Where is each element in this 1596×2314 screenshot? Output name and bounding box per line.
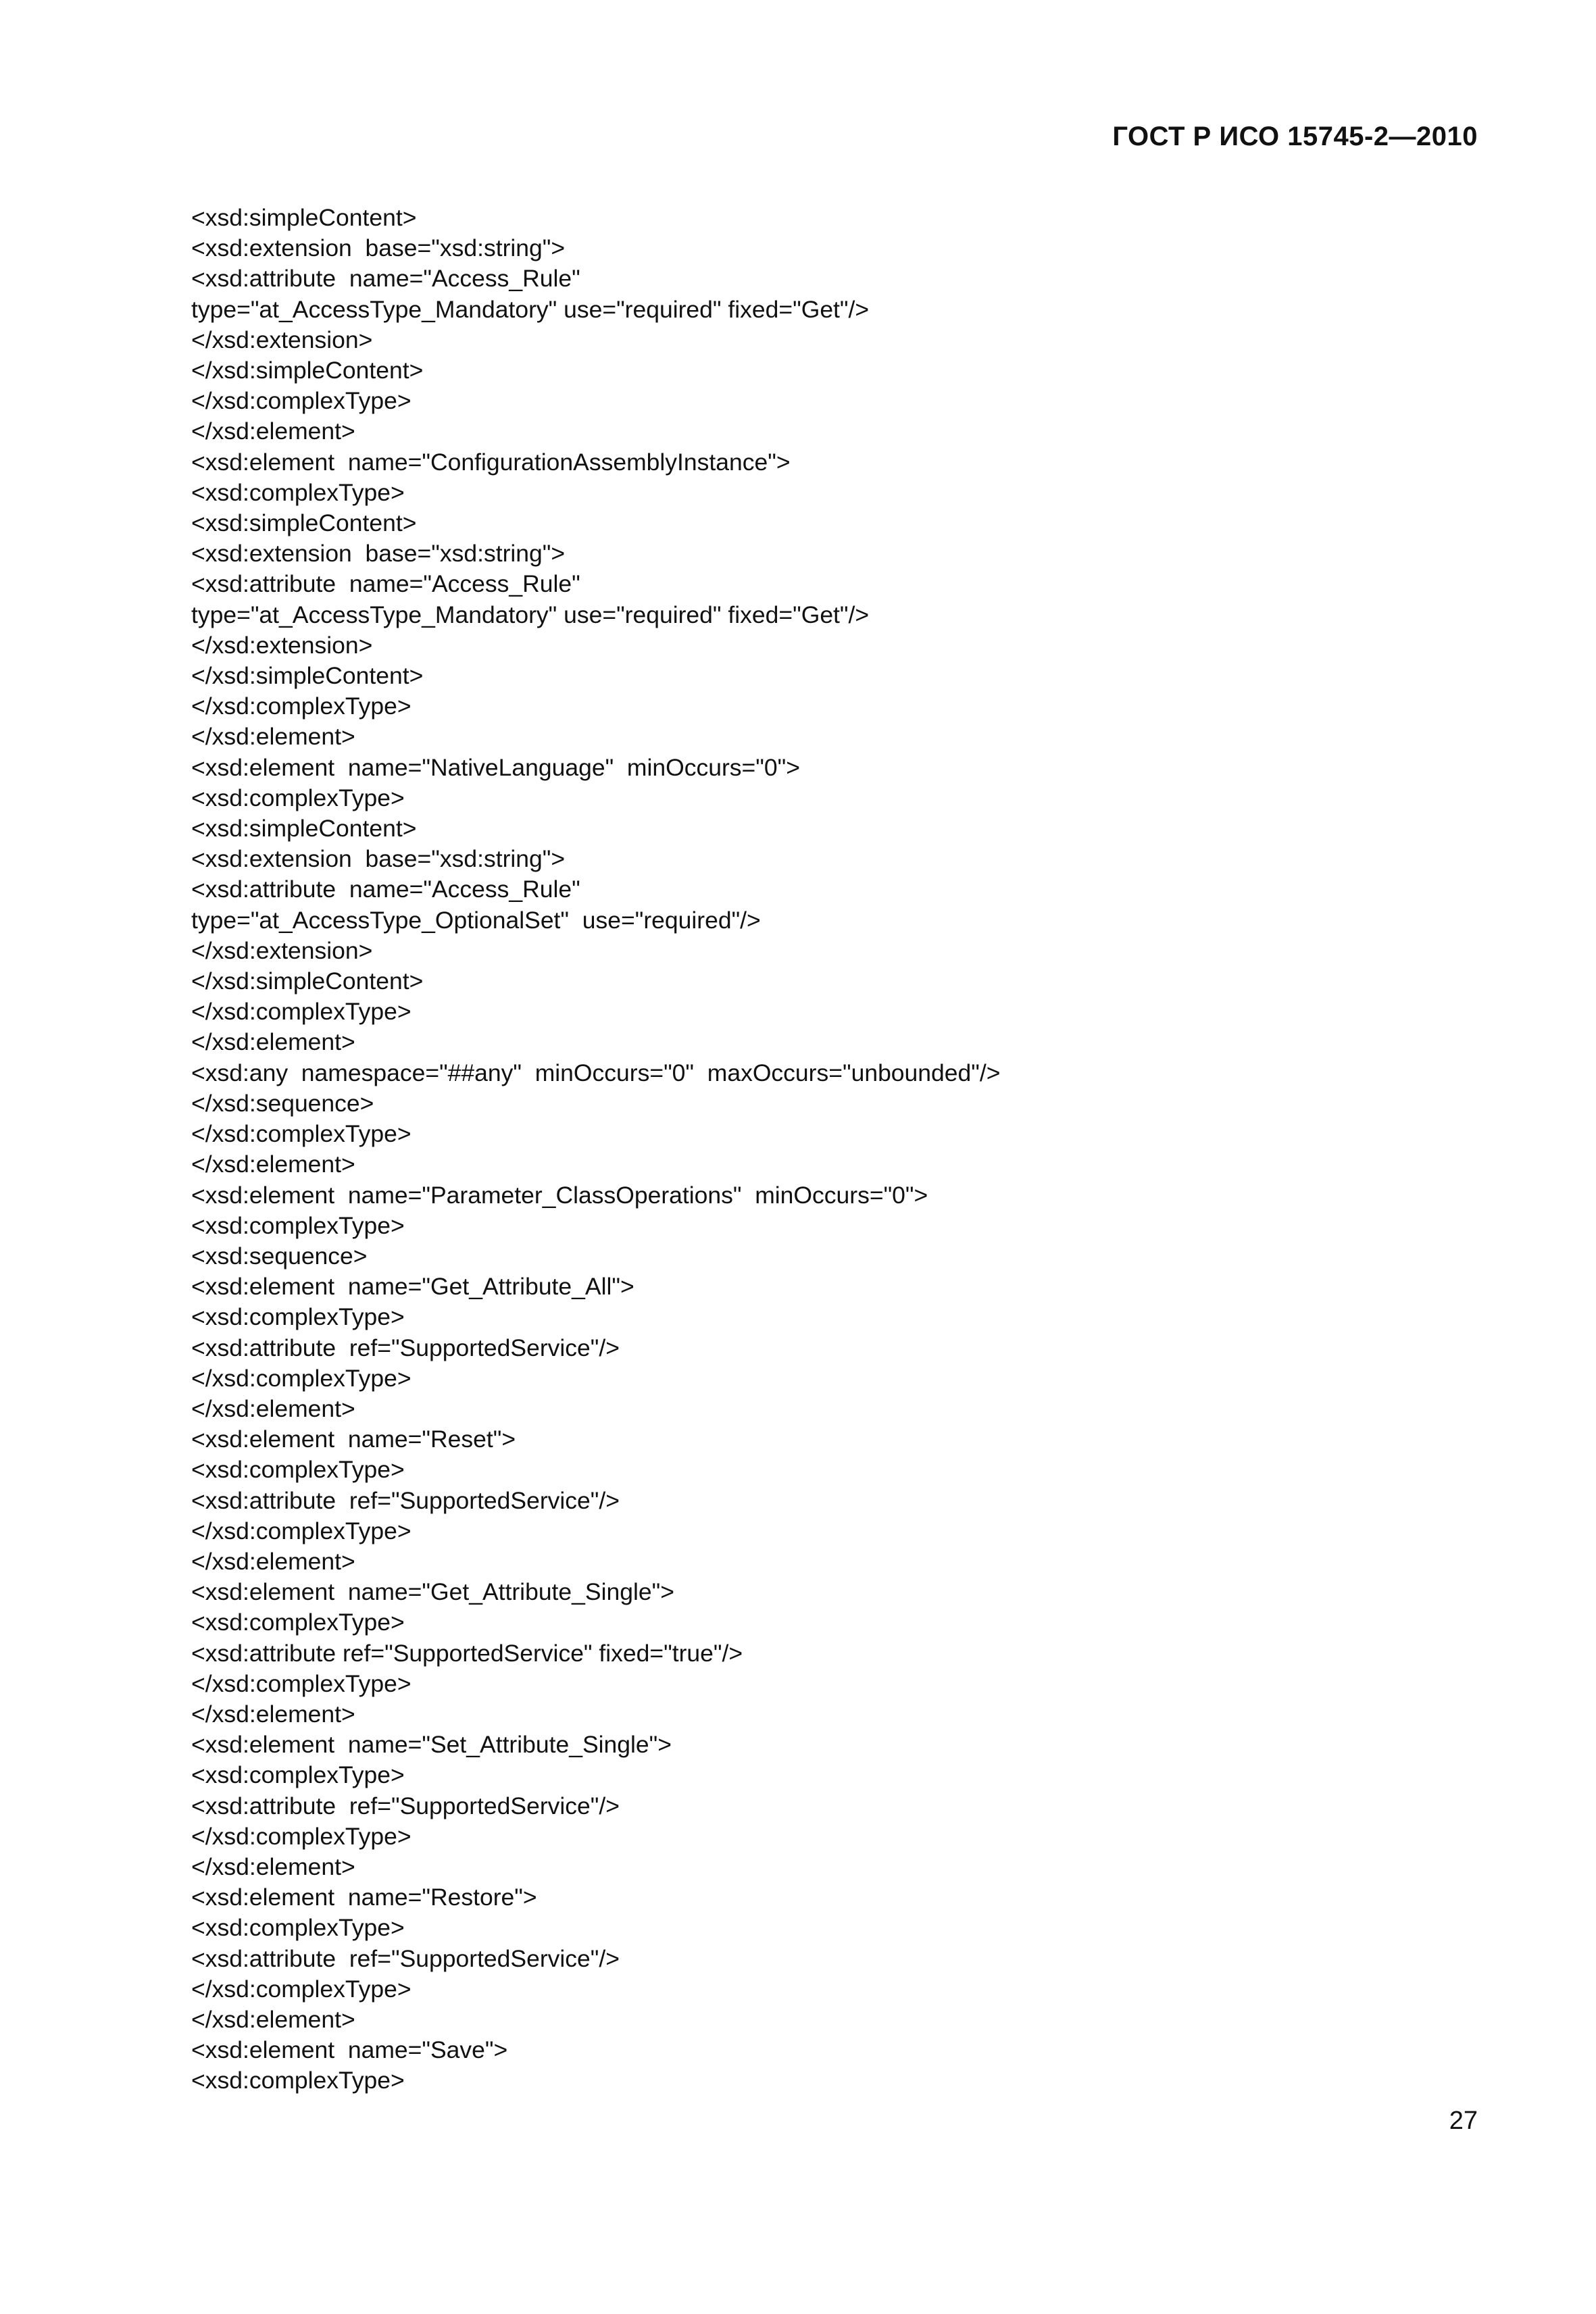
code-line: </xsd:simpleContent> bbox=[191, 662, 424, 690]
code-line: <xsd:complexType> bbox=[191, 478, 405, 506]
code-line: </xsd:complexType> bbox=[191, 1822, 412, 1850]
code-line: <xsd:attribute name="Access_Rule" bbox=[191, 570, 580, 598]
code-line: <xsd:simpleContent> bbox=[191, 509, 417, 537]
code-line: <xsd:element name="Get_Attribute_Single"> bbox=[191, 1578, 674, 1606]
code-line: <xsd:complexType> bbox=[191, 2067, 405, 2094]
page-number: 27 bbox=[1449, 2107, 1478, 2135]
code-line: <xsd:sequence> bbox=[191, 1242, 368, 1269]
code-line: </xsd:element> bbox=[191, 723, 355, 751]
code-line: </xsd:element> bbox=[191, 418, 355, 445]
code-line: <xsd:complexType> bbox=[191, 1914, 405, 1942]
code-line: <xsd:attribute name="Access_Rule" bbox=[191, 876, 580, 903]
code-line: </xsd:complexType> bbox=[191, 693, 412, 720]
code-line: </xsd:complexType> bbox=[191, 1517, 412, 1544]
code-line: <xsd:element name="ConfigurationAssemblyInstance"> bbox=[191, 448, 791, 476]
code-line: <xsd:extension base="xsd:string"> bbox=[191, 234, 566, 262]
code-line: <xsd:complexType> bbox=[191, 1609, 405, 1636]
code-line: <xsd:simpleContent> bbox=[191, 815, 417, 842]
code-line: <xsd:attribute name="Access_Rule" bbox=[191, 265, 580, 293]
code-line: <xsd:element name="Set_Attribute_Single"> bbox=[191, 1731, 672, 1759]
code-line: <xsd:element name="Parameter_ClassOperations" minOccurs="0"> bbox=[191, 1181, 928, 1209]
code-line: </xsd:complexType> bbox=[191, 1364, 412, 1392]
code-line: <xsd:attribute ref="SupportedService" fixed="true"/> bbox=[191, 1639, 743, 1667]
code-line: </xsd:complexType> bbox=[191, 1120, 412, 1148]
code-line: <xsd:extension base="xsd:string"> bbox=[191, 540, 566, 568]
code-line: </xsd:sequence> bbox=[191, 1089, 374, 1117]
code-line: <xsd:any namespace="##any" minOccurs="0" maxOccurs="unbounded"/> bbox=[191, 1059, 1001, 1086]
xml-schema-listing bbox=[191, 203, 1478, 2096]
code-line: <xsd:attribute ref="SupportedService"/> bbox=[191, 1944, 620, 1972]
page-header-standard-id: ГОСТ Р ИСО 15745-2—2010 bbox=[1112, 122, 1478, 151]
code-line: type="at_AccessType_Mandatory" use="required" fixed="Get"/> bbox=[191, 295, 870, 323]
code-line: <xsd:element name="Save"> bbox=[191, 2036, 508, 2064]
code-line: <xsd:attribute ref="SupportedService"/> bbox=[191, 1792, 620, 1819]
code-line: <xsd:element name="Get_Attribute_All"> bbox=[191, 1273, 634, 1301]
code-line: <xsd:complexType> bbox=[191, 784, 405, 811]
code-line: </xsd:extension> bbox=[191, 326, 373, 353]
code-line: <xsd:element name="Restore"> bbox=[191, 1884, 537, 1911]
code-line: </xsd:complexType> bbox=[191, 1975, 412, 2003]
code-line: </xsd:extension> bbox=[191, 936, 373, 964]
code-line: <xsd:simpleContent> bbox=[191, 204, 417, 231]
code-line: </xsd:element> bbox=[191, 1700, 355, 1728]
code-line: </xsd:element> bbox=[191, 1028, 355, 1056]
code-line: </xsd:simpleContent> bbox=[191, 967, 424, 995]
code-line: <xsd:complexType> bbox=[191, 1761, 405, 1789]
code-line: </xsd:simpleContent> bbox=[191, 357, 424, 384]
code-line: <xsd:attribute ref="SupportedService"/> bbox=[191, 1334, 620, 1361]
code-line: <xsd:extension base="xsd:string"> bbox=[191, 845, 566, 873]
code-line: type="at_AccessType_Mandatory" use="required" fixed="Get"/> bbox=[191, 601, 870, 628]
code-line: </xsd:complexType> bbox=[191, 998, 412, 1026]
code-line: </xsd:element> bbox=[191, 1853, 355, 1880]
code-line: <xsd:attribute ref="SupportedService"/> bbox=[191, 1486, 620, 1514]
code-line: </xsd:complexType> bbox=[191, 1669, 412, 1697]
code-line: <xsd:complexType> bbox=[191, 1303, 405, 1331]
code-line: </xsd:extension> bbox=[191, 631, 373, 659]
code-line: <xsd:element name="NativeLanguage" minOccurs="0"> bbox=[191, 753, 800, 781]
code-line: </xsd:element> bbox=[191, 1151, 355, 1178]
code-line: <xsd:complexType> bbox=[191, 1456, 405, 1484]
code-line: <xsd:element name="Reset"> bbox=[191, 1426, 516, 1453]
code-line: <xsd:complexType> bbox=[191, 1211, 405, 1239]
code-line: </xsd:element> bbox=[191, 1547, 355, 1575]
code-line: type="at_AccessType_OptionalSet" use="required"/> bbox=[191, 906, 761, 934]
code-line: </xsd:complexType> bbox=[191, 387, 412, 415]
code-line: </xsd:element> bbox=[191, 2005, 355, 2033]
code-line: </xsd:element> bbox=[191, 1394, 355, 1422]
